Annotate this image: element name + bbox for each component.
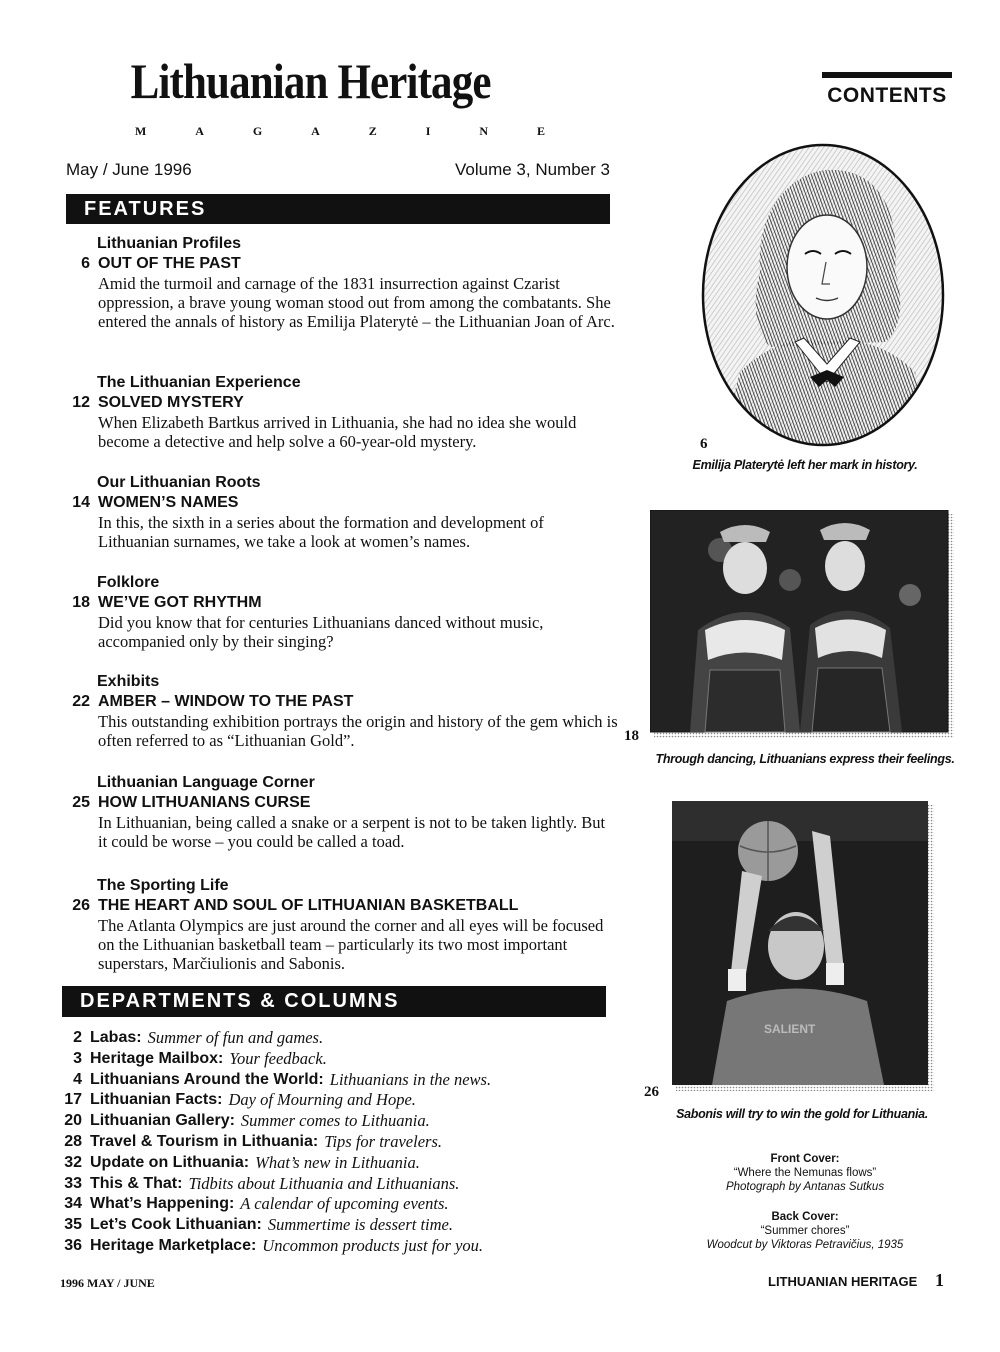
footer-issue: 1996 MAY / JUNE — [60, 1276, 155, 1290]
feature-page: 25 — [72, 794, 90, 811]
feature-title: HOW LITHUANIANS CURSE — [98, 794, 311, 811]
feature-category: Our Lithuanian Roots — [97, 474, 261, 491]
feature-item[interactable] — [58, 773, 618, 851]
department-page: 32 — [64, 1153, 82, 1171]
department-subtitle: Summer of fun and games. — [147, 1028, 324, 1047]
feature-description: In this, the sixth in a series about the formation and development of Lithuanian surnames, we take a look at women’s names. — [98, 513, 544, 551]
feature-page: 26 — [72, 897, 90, 914]
photo-caption: Through dancing, Lithuanians express their feelings. — [655, 752, 955, 766]
department-title: Let’s Cook Lithuanian: — [90, 1216, 262, 1234]
subtitle-letter: I — [425, 124, 431, 138]
feature-title: AMBER – WINDOW TO THE PAST — [98, 693, 354, 710]
issue-volume: Volume 3, Number 3 — [455, 160, 610, 179]
department-title: Lithuanian Facts: — [90, 1091, 223, 1109]
department-item[interactable] — [58, 1215, 618, 1236]
department-page: 34 — [64, 1195, 82, 1213]
subtitle-letter: A — [311, 124, 320, 138]
photo-page-number: 6 — [700, 436, 708, 452]
feature-description: Did you know that for centuries Lithuanians danced without music, accompanied only by their singing? — [98, 613, 544, 651]
department-title: This & That: — [90, 1174, 183, 1192]
department-subtitle: Your feedback. — [229, 1048, 327, 1068]
department-page: 2 — [73, 1029, 82, 1046]
department-item[interactable] — [58, 1111, 618, 1132]
feature-page: 18 — [72, 594, 90, 611]
feature-description: This outstanding exhibition portrays the origin and history of the gem which is often referred to as “Lithuanian Gold”. — [98, 712, 618, 750]
department-title: Labas: — [90, 1029, 142, 1046]
photo-page-number: 18 — [624, 728, 639, 744]
portrait-illustration — [700, 142, 946, 448]
feature-category: Lithuanian Profiles — [97, 235, 242, 252]
department-page: 17 — [64, 1091, 82, 1109]
feature-category: Folklore — [97, 574, 160, 591]
feature-category: The Lithuanian Experience — [97, 374, 301, 391]
footer-magazine-name: LITHUANIAN HERITAGE — [768, 1274, 918, 1289]
features-heading: FEATURES — [66, 194, 610, 224]
photo-caption: Sabonis will try to win the gold for Lithuania. — [676, 1107, 928, 1121]
feature-item[interactable] — [58, 876, 618, 973]
feature-page: 12 — [72, 394, 90, 411]
department-title: Heritage Mailbox: — [90, 1049, 224, 1067]
back-cover-credit — [680, 1210, 930, 1252]
back-cover-title: “Summer chores” — [760, 1225, 850, 1237]
feature-description: In Lithuanian, being called a snake or a serpent is not to be taken lightly. But it could be worse – you could be called a toad. — [98, 813, 606, 851]
feature-item[interactable] — [58, 373, 618, 451]
department-title: Travel & Tourism in Lithuania: — [90, 1132, 319, 1150]
department-page: 35 — [64, 1216, 82, 1234]
page-number: 1 — [935, 1270, 944, 1290]
department-page: 4 — [73, 1070, 82, 1088]
department-subtitle: Day of Mourning and Hope. — [228, 1090, 416, 1110]
department-subtitle: A calendar of upcoming events. — [240, 1194, 449, 1214]
front-cover-photographer: Photograph by Antanas Sutkus — [725, 1181, 885, 1193]
feature-title: WOMEN’S NAMES — [98, 494, 239, 511]
department-title: Update on Lithuania: — [90, 1153, 250, 1171]
feature-item[interactable] — [58, 234, 618, 331]
feature-category: The Sporting Life — [97, 877, 229, 894]
feature-category: Lithuanian Language Corner — [97, 774, 315, 791]
department-page: 36 — [64, 1236, 82, 1254]
feature-page: 22 — [72, 693, 90, 710]
department-page: 20 — [64, 1112, 82, 1130]
department-subtitle: Tidbits about Lithuania and Lithuanians. — [188, 1173, 460, 1193]
issue-date: May / June 1996 — [66, 160, 192, 179]
subtitle-letter: G — [252, 124, 263, 138]
department-item[interactable] — [58, 1070, 618, 1091]
feature-title: SOLVED MYSTERY — [98, 394, 244, 411]
department-item[interactable] — [58, 1132, 618, 1153]
back-cover-artist: Woodcut by Viktoras Petravičius, 1935 — [706, 1239, 904, 1251]
feature-category: Exhibits — [97, 673, 160, 690]
feature-page: 6 — [81, 255, 90, 272]
magazine-title: Lithuanian Heritage — [130, 53, 491, 109]
photo-page-number: 26 — [644, 1084, 659, 1100]
department-item[interactable] — [58, 1194, 618, 1215]
photo-caption: Emilija Platerytė left her mark in history. — [692, 458, 918, 472]
departments-list — [58, 1028, 618, 1257]
feature-title: OUT OF THE PAST — [98, 255, 241, 272]
feature-page: 14 — [72, 494, 90, 511]
department-title: Heritage Marketplace: — [90, 1236, 257, 1254]
subtitle-letter: Z — [368, 124, 377, 138]
subtitle-letter: A — [195, 124, 204, 138]
department-title: Lithuanians Around the World: — [90, 1070, 324, 1088]
magazine-subtitle — [135, 124, 545, 139]
department-subtitle: Tips for travelers. — [324, 1131, 442, 1151]
department-item[interactable] — [58, 1153, 618, 1174]
feature-item[interactable] — [58, 573, 618, 651]
department-page: 3 — [73, 1049, 82, 1067]
subtitle-letter: M — [135, 124, 147, 138]
department-item[interactable] — [58, 1049, 618, 1070]
back-cover-label: Back Cover: — [771, 1211, 839, 1223]
contents-label: CONTENTS — [822, 72, 952, 108]
feature-description: The Atlanta Olympics are just around the corner and all eyes will be focused on the Lithuanian basketball team – particularly its two most important superstars, Marčiulionis and Sabonis. — [98, 916, 604, 973]
feature-item[interactable] — [58, 672, 618, 750]
department-item[interactable] — [58, 1028, 618, 1049]
front-cover-title: “Where the Nemunas flows” — [733, 1167, 877, 1179]
departments-heading: DEPARTMENTS & COLUMNS — [62, 986, 606, 1017]
feature-title: WE’VE GOT RHYTHM — [98, 594, 262, 611]
department-subtitle: Lithuanians in the news. — [329, 1069, 492, 1089]
department-subtitle: Uncommon products just for you. — [262, 1235, 484, 1255]
front-cover-label: Front Cover: — [770, 1153, 840, 1165]
feature-description: Amid the turmoil and carnage of the 1831 insurrection against Czarist oppression, a brave young woman stood out from among the combatants. She entered the annals of history as Emilija Platerytė – the Lithuanian Joan of Arc. — [98, 274, 615, 331]
department-page: 33 — [64, 1174, 82, 1192]
dancers-photo — [650, 510, 954, 738]
department-title: What’s Happening: — [90, 1195, 235, 1213]
feature-title: THE HEART AND SOUL OF LITHUANIAN BASKETBALL — [98, 897, 519, 914]
department-item[interactable] — [58, 1090, 618, 1111]
department-subtitle: What’s new in Lithuania. — [255, 1152, 420, 1172]
department-item[interactable] — [58, 1174, 618, 1195]
department-title: Lithuanian Gallery: — [90, 1112, 235, 1130]
front-cover-credit — [680, 1152, 930, 1194]
department-item[interactable] — [58, 1236, 618, 1257]
feature-description: When Elizabeth Bartkus arrived in Lithuania, she had no idea she would become a detective and help solve a 60-year-old mystery. — [98, 413, 577, 451]
department-subtitle: Summer comes to Lithuania. — [240, 1111, 430, 1131]
svg-text:SALIENT: SALIENT — [764, 1022, 816, 1036]
feature-item[interactable] — [58, 473, 618, 551]
department-page: 28 — [64, 1132, 82, 1150]
subtitle-letter: E — [536, 124, 545, 138]
basketball-photo — [672, 801, 934, 1091]
subtitle-letter: N — [479, 124, 488, 138]
department-subtitle: Summertime is dessert time. — [267, 1215, 454, 1235]
